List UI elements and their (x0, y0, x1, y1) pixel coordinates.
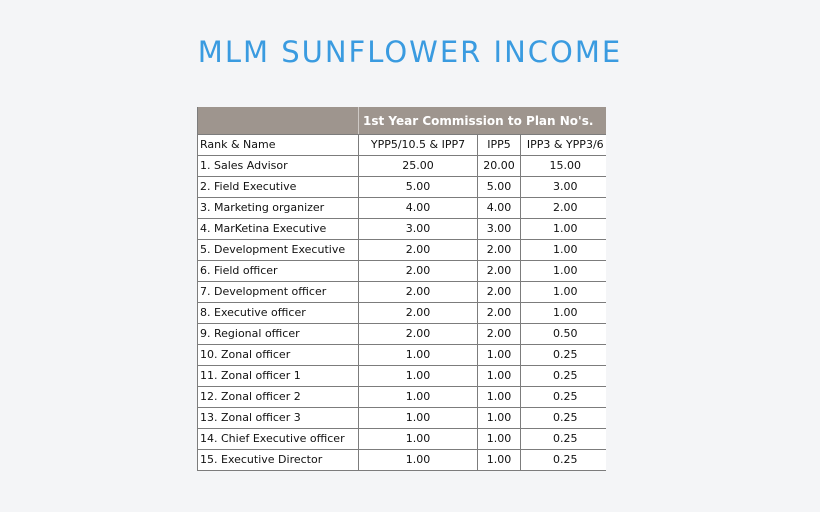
ypp5-value-cell: 25.00 (359, 156, 478, 177)
ypp5-value-cell: 2.00 (359, 324, 478, 345)
ipp5-value-cell: 2.00 (478, 324, 521, 345)
ypp5-value-cell: 2.00 (359, 303, 478, 324)
table-row (198, 156, 607, 177)
ipp3-value-cell: 0.25 (521, 345, 607, 366)
ipp5-value-cell: 1.00 (478, 387, 521, 408)
page-title: MLM SUNFLOWER INCOME (197, 35, 623, 69)
ipp3-value-cell: 0.25 (521, 450, 607, 471)
blank-header-cell (198, 107, 359, 135)
rank-name-cell: 8. Executive officer (198, 303, 359, 324)
ypp5-value-cell: 2.00 (359, 261, 478, 282)
rank-name-cell: 6. Field officer (198, 261, 359, 282)
ipp5-value-cell: 1.00 (478, 345, 521, 366)
column-header-ypp5: YPP5/10.5 & IPP7 (359, 135, 478, 156)
rank-name-cell: 5. Development Executive (198, 240, 359, 261)
ipp3-value-cell: 2.00 (521, 198, 607, 219)
ipp5-value-cell: 5.00 (478, 177, 521, 198)
ipp3-value-cell: 0.25 (521, 429, 607, 450)
table-row (198, 261, 607, 282)
ipp3-value-cell: 1.00 (521, 282, 607, 303)
rank-name-cell: 15. Executive Director (198, 450, 359, 471)
table-row (198, 240, 607, 261)
rank-name-cell: 2. Field Executive (198, 177, 359, 198)
ypp5-value-cell: 4.00 (359, 198, 478, 219)
ipp3-value-cell: 1.00 (521, 303, 607, 324)
ypp5-value-cell: 3.00 (359, 219, 478, 240)
rank-name-cell: 3. Marketing organizer (198, 198, 359, 219)
ipp3-value-cell: 0.25 (521, 408, 607, 429)
table-row (198, 282, 607, 303)
ipp5-value-cell: 2.00 (478, 303, 521, 324)
ipp3-value-cell: 0.50 (521, 324, 607, 345)
table-row (198, 324, 607, 345)
table-row (198, 177, 607, 198)
ipp3-value-cell: 3.00 (521, 177, 607, 198)
ypp5-value-cell: 1.00 (359, 429, 478, 450)
commission-table-container (197, 107, 606, 471)
rank-name-cell: 11. Zonal officer 1 (198, 366, 359, 387)
rank-name-cell: 13. Zonal officer 3 (198, 408, 359, 429)
ipp3-value-cell: 1.00 (521, 240, 607, 261)
table-row (198, 198, 607, 219)
ipp5-value-cell: 1.00 (478, 408, 521, 429)
table-row (198, 429, 607, 450)
ipp5-value-cell: 20.00 (478, 156, 521, 177)
column-header-rank: Rank & Name (198, 135, 359, 156)
table-row (198, 387, 607, 408)
table-row (198, 303, 607, 324)
table-row (198, 366, 607, 387)
rank-name-cell: 4. MarKetina Executive (198, 219, 359, 240)
ypp5-value-cell: 1.00 (359, 366, 478, 387)
rank-name-cell: 7. Development officer (198, 282, 359, 303)
column-header-ipp5: IPP5 (478, 135, 521, 156)
ipp3-value-cell: 0.25 (521, 366, 607, 387)
table-row (198, 408, 607, 429)
rank-name-cell: 9. Regional officer (198, 324, 359, 345)
ipp3-value-cell: 0.25 (521, 387, 607, 408)
ipp5-value-cell: 1.00 (478, 450, 521, 471)
table-row (198, 345, 607, 366)
ipp3-value-cell: 1.00 (521, 261, 607, 282)
ipp5-value-cell: 2.00 (478, 240, 521, 261)
table-body (198, 135, 607, 471)
rank-name-cell: 10. Zonal officer (198, 345, 359, 366)
ipp5-value-cell: 3.00 (478, 219, 521, 240)
ipp5-value-cell: 2.00 (478, 282, 521, 303)
ypp5-value-cell: 1.00 (359, 408, 478, 429)
column-header-ipp3: IPP3 & YPP3/6 (521, 135, 607, 156)
column-header-row (198, 135, 607, 156)
ypp5-value-cell: 1.00 (359, 345, 478, 366)
group-header-row (198, 107, 607, 135)
rank-name-cell: 14. Chief Executive officer (198, 429, 359, 450)
ipp3-value-cell: 1.00 (521, 219, 607, 240)
rank-name-cell: 1. Sales Advisor (198, 156, 359, 177)
commission-table (197, 107, 606, 471)
ipp5-value-cell: 4.00 (478, 198, 521, 219)
table-row (198, 450, 607, 471)
rank-name-cell: 12. Zonal officer 2 (198, 387, 359, 408)
group-header: 1st Year Commission to Plan No's. (359, 107, 607, 135)
ypp5-value-cell: 2.00 (359, 282, 478, 303)
ypp5-value-cell: 1.00 (359, 450, 478, 471)
ypp5-value-cell: 5.00 (359, 177, 478, 198)
ypp5-value-cell: 1.00 (359, 387, 478, 408)
ipp3-value-cell: 15.00 (521, 156, 607, 177)
table-row (198, 219, 607, 240)
ypp5-value-cell: 2.00 (359, 240, 478, 261)
ipp5-value-cell: 2.00 (478, 261, 521, 282)
ipp5-value-cell: 1.00 (478, 366, 521, 387)
ipp5-value-cell: 1.00 (478, 429, 521, 450)
